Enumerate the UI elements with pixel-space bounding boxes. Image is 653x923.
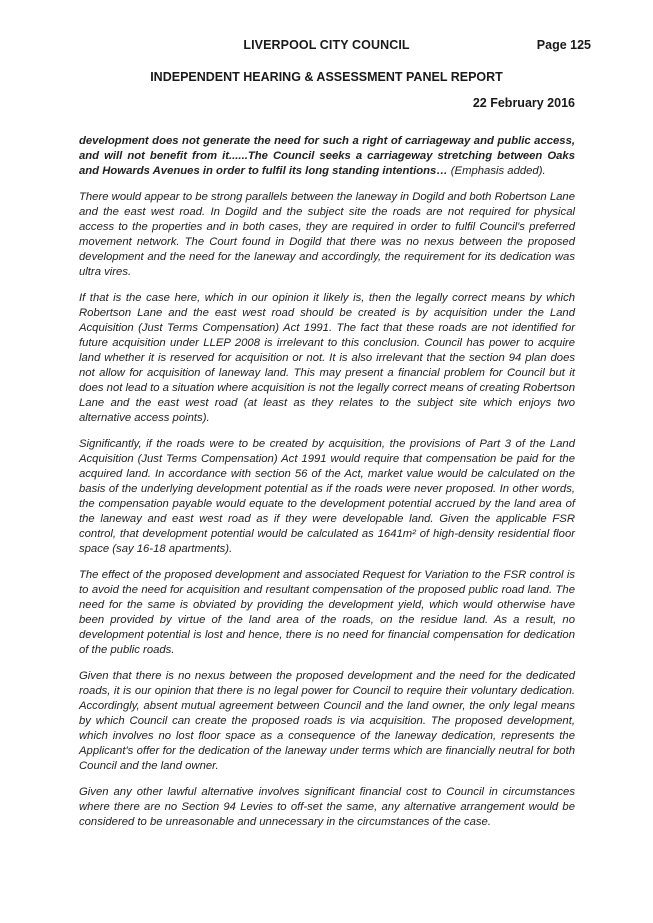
report-title: INDEPENDENT HEARING & ASSESSMENT PANEL REPORT — [150, 70, 503, 84]
page-number: Page 125 — [536, 38, 591, 52]
quoted-passage — [79, 134, 575, 179]
report-date: 22 February 2016 — [472, 96, 575, 110]
paragraph: There would appear to be strong parallels between the laneway in Dogild and both Robertson Lane and the east west road. In Dogild and the subject site the roads are not required for physical access to the properties and in both cases, they are required in order to fulfil Council's preferred movement network. The Court found in Dogild that there was no nexus between the proposed development and the need for the laneway and accordingly, the requirement for its dedication was ultra vires. — [79, 191, 575, 278]
quote-emphasis-note: (Emphasis added). — [450, 165, 546, 177]
council-header: LIVERPOOL CITY COUNCIL — [243, 38, 410, 52]
paragraph: Given any other lawful alternative involves significant financial cost to Council in circumstances where there are no Section 94 Levies to off-set the same, any alternative arrangement would be considered to be unreasonable and unnecessary in the circumstances of the case. — [79, 786, 575, 828]
paragraph: If that is the case here, which in our opinion it likely is, then the legally correct means by which Robertson Lane and the east west road should be created is by acquisition under the Land Acquisition (Just Terms Compensation) Act 1991. The fact that these roads are not identified for future acquisition under LLEP 2008 is irrelevant to this conclusion. Council has power to acquire land whether it is reserved for acquisition or not. It is also irrelevant that the section 94 plan does not allow for acquisition of laneway land. This may present a financial problem for Council but it does not lead to a situation where acquisition is not the legally correct means of creating Robertson Lane and the east west road (at least as they relates to the subject site which enjoys two alternative access points). — [79, 292, 575, 424]
paragraph: Significantly, if the roads were to be created by acquisition, the provisions of Part 3 of the Land Acquisition (Just Terms Compensation) Act 1991 would require that compensation be paid for the acquired land. In accordance with section 56 of the Act, market value would be calculated on the basis of the underlying development potential as if the roads were never proposed. In other words, the compensation payable would equate to the development potential accrued by the land area of the laneway and east west road as if they were developable land. Given the applicable FSR control, that development potential would be calculated as 1641m² of high-density residential floor space (say 16-18 apartments). — [79, 438, 575, 555]
paragraph: The effect of the proposed development and associated Request for Variation to the FSR control is to avoid the need for acquisition and resultant compensation of the proposed public road land. The need for the same is obviated by providing the development yield, which would otherwise have been provided by virtue of the land area of the roads, on the residue land. As a result, no development potential is lost and hence, there is no need for financial compensation for dedication of the public roads. — [79, 569, 575, 656]
document-body — [79, 134, 575, 841]
quote-bold-text: development does not generate the need for such a right of carriageway and public access, and will not benefit from it......The Council seeks a carriageway stretching between Oaks and Howards Avenues in order to fulfil its long standing intentions… — [79, 135, 575, 177]
paragraph: Given that there is no nexus between the proposed development and the need for the dedicated roads, it is our opinion that there is no legal power for Council to require their voluntary dedication. Accordingly, absent mutual agreement between Council and the land owner, the only legal means by which Council can create the proposed roads is via acquisition. The proposed development, which involves no lost floor space as a consequence of the laneway dedication, represents the Applicant's offer for the dedication of the laneway under terms which are financially neutral for both Council and the land owner. — [79, 670, 575, 772]
